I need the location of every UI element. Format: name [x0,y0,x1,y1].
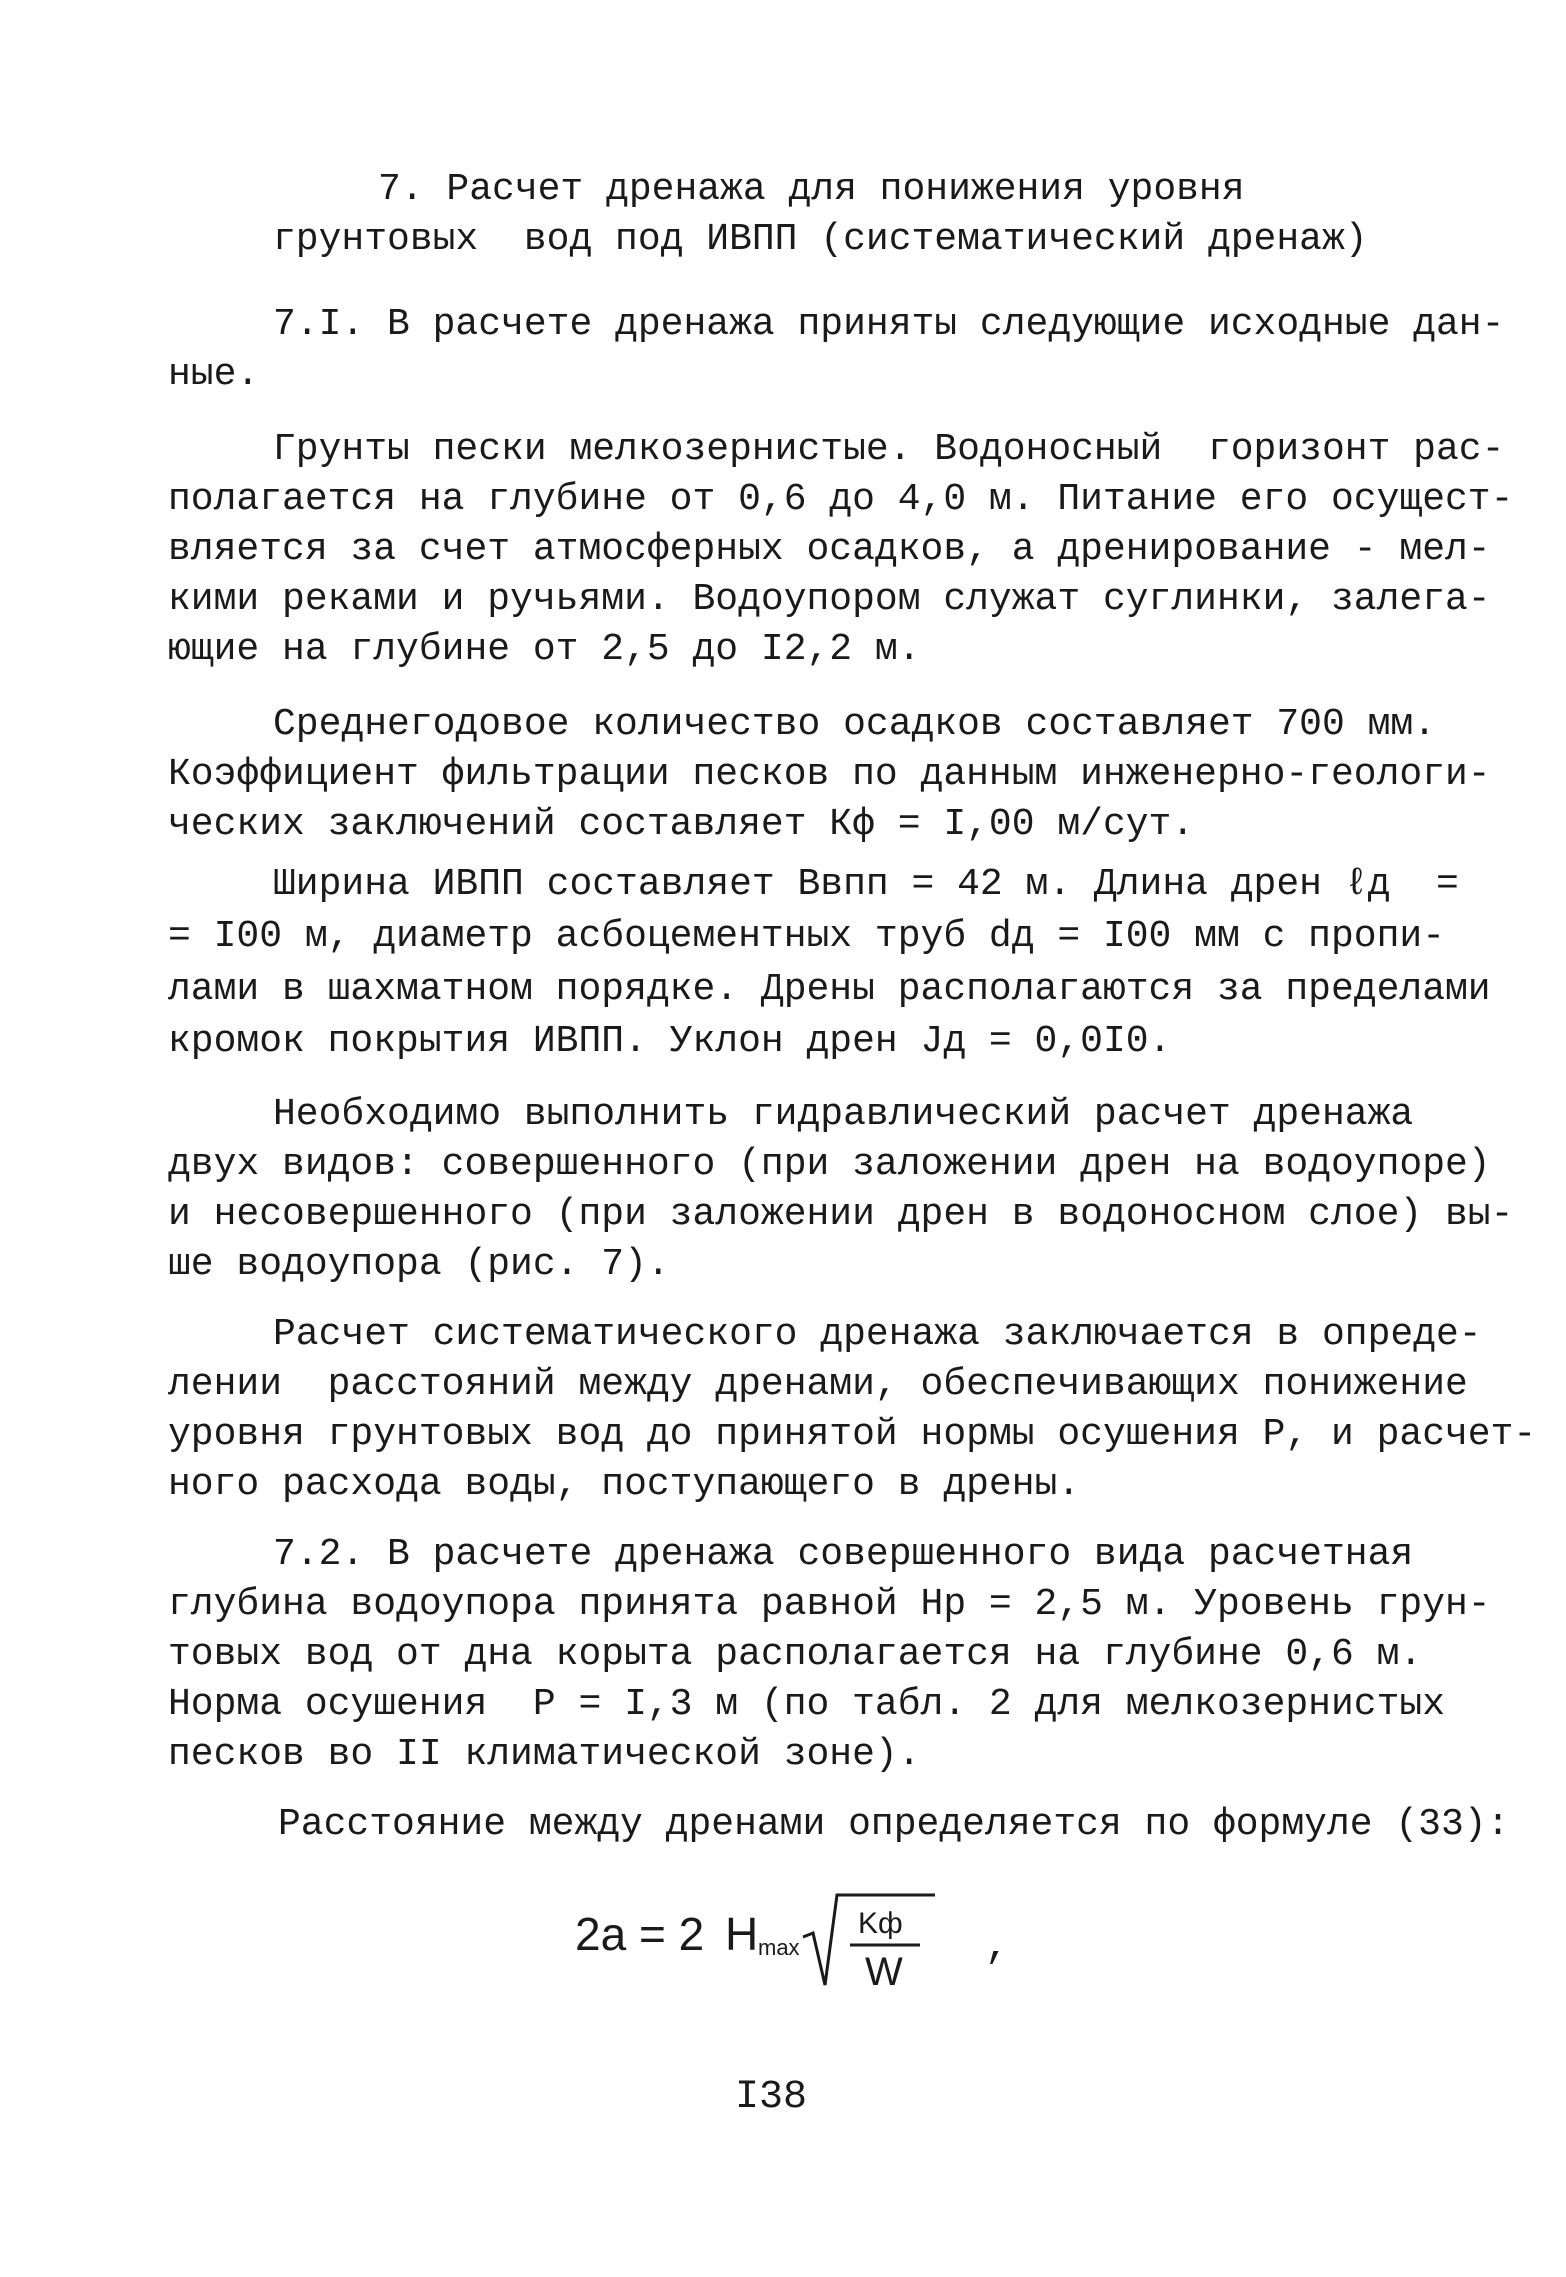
formula-graphic [575,1875,1055,2005]
paragraph-line: товых вод от дна корыта располагается на глубине 0,6 м. [168,1633,1423,1676]
paragraph-line: лении расстояний между дренами, обеспечивающих понижение [168,1363,1468,1406]
paragraph-line: ные. [168,353,260,396]
formula-comma: , [985,1925,1010,1970]
page-number: I38 [735,2075,808,2120]
paragraph-line: вляется за счет атмосферных осадков, а дренирование - мел- [168,528,1491,571]
spacing-formula [575,1875,1055,2015]
paragraph-line: Необходимо выполнить гидравлический расчет дренажа [273,1093,1414,1136]
formula-denominator: W [865,1950,903,1994]
section-heading-line-2: грунтовых вод под ИВПП (систематический дренаж) [273,218,1368,261]
formula-lhs: 2a = 2 [575,1908,705,1960]
formula-h-subscript: max [758,1935,800,1960]
paragraph-line: лами в шахматном порядке. Дрены располагаются за пределами [168,968,1491,1011]
section-heading-line-1: 7. Расчет дренажа для понижения уровня [378,168,1245,211]
paragraph-line: и несовершенного (при заложении дрен в водоносном слое) вы- [168,1193,1514,1236]
paragraph-line: Коэффициент фильтрации песков по данным инженерно-геологи- [168,753,1491,796]
paragraph-line: ше водоупора (рис. 7). [168,1243,670,1286]
paragraph-line: уровня грунтовых вод до принятой нормы осушения P, и расчет- [168,1413,1537,1456]
paragraph-line: ческих заключений составляет Кф = I,00 м/сут. [168,803,1195,846]
paragraph-line: двух видов: совершенного (при заложении дрен на водоупоре) [168,1143,1491,1186]
paragraph-line: 7.2. В расчете дренажа совершенного вида расчетная [273,1533,1414,1576]
formula-h: H [725,1908,759,1960]
paragraph-line: кими реками и ручьями. Водоупором служат суглинки, залега- [168,578,1491,621]
paragraph-line: 7.I. В расчете дренажа приняты следующие исходные дан- [273,303,1505,346]
paragraph-line: Грунты пески мелкозернистые. Водоносный горизонт рас- [273,428,1505,471]
paragraph-line: песков во II климатической зоне). [168,1733,921,1776]
paragraph-line: кромок покрытия ИВПП. Уклон дрен Jд = 0,0I0. [168,1020,1172,1063]
paragraph-line: полагается на глубине от 0,6 до 4,0 м. Питание его осущест- [168,478,1514,521]
formula-numerator: Kф [858,1907,903,1940]
paragraph-line: Расчет систематического дренажа заключается в опреде- [273,1313,1482,1356]
paragraph-line: Норма осушения P = I,3 м (по табл. 2 для мелкозернистых [168,1683,1446,1726]
paragraph-line: глубина водоупора принята равной Hр = 2,5 м. Уровень грун- [168,1583,1491,1626]
paragraph-line: ного расхода воды, поступающего в дрены. [168,1463,1081,1506]
paragraph-line: Ширина ИВПП составляет Bвпп = 42 м. Длина дрен ℓд = [273,863,1459,906]
paragraph-line: = I00 м, диаметр асбоцементных труб dд = I00 мм с пропи- [168,915,1446,958]
paragraph-line: Расстояние между дренами определяется по формуле (33): [278,1803,1510,1846]
paragraph-line: ющие на глубине от 2,5 до I2,2 м. [168,628,921,671]
paragraph-line: Среднегодовое количество осадков составляет 700 мм. [273,703,1436,746]
